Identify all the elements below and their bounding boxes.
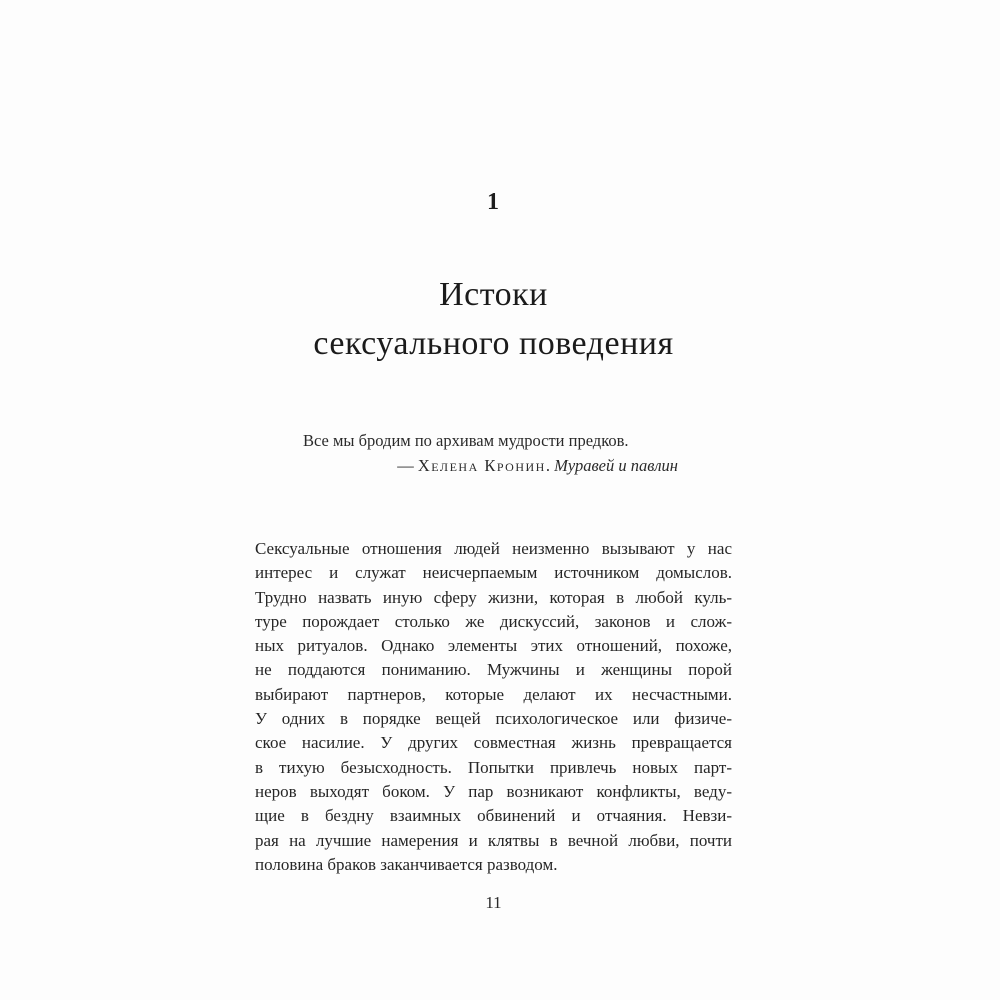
epigraph-attribution-separator: . [545, 456, 555, 475]
chapter-number: 1 [487, 189, 500, 215]
body-line: в тихую безысходность. Попытки привлечь новых парт- [255, 757, 732, 777]
chapter-title-line-1: Истоки [439, 276, 548, 313]
body-line: интерес и служат неисчерпаемым источником домыслов. [255, 563, 732, 583]
epigraph-quote: Все мы бродим по архивам мудрости предков. [303, 431, 629, 450]
body-line: половина браков заканчивается разводом. [255, 854, 558, 874]
body-line: ское насилие. У других совместная жизнь превращается [255, 733, 732, 753]
epigraph [303, 428, 678, 478]
body-line: выбирают партнеров, которые делают их несчастными. [255, 684, 732, 704]
chapter-title-line-2: сексуального поведения [313, 325, 674, 362]
page-number: 11 [485, 893, 502, 912]
body-line: ных ритуалов. Однако элементы этих отношений, похоже, [255, 636, 732, 656]
epigraph-attribution-work-title: Муравей и павлин [554, 456, 678, 475]
body-line: У одних в порядке вещей психологическое или физиче- [255, 709, 732, 729]
body-line: туре порождает столько же дискуссий, законов и слож- [255, 611, 732, 631]
epigraph-attribution-author: Хелена Кронин [417, 456, 546, 475]
epigraph-attribution-dash: — [397, 456, 418, 475]
body-paragraph [255, 537, 732, 877]
body-line: Сексуальные отношения людей неизменно вызывают у нас [255, 539, 732, 558]
body-line: щие в бездну взаимных обвинений и отчаяния. Невзи- [255, 806, 732, 826]
body-line: рая на лучшие намерения и клятвы в вечной любви, почти [255, 830, 732, 850]
chapter-title [136, 270, 851, 368]
body-line: Трудно назвать иную сферу жизни, которая в любой куль- [255, 587, 732, 607]
epigraph-attribution [303, 453, 678, 478]
body-line: не поддаются пониманию. Мужчины и женщины порой [255, 660, 732, 680]
body-line: неров выходят боком. У пар возникают конфликты, веду- [255, 781, 732, 801]
